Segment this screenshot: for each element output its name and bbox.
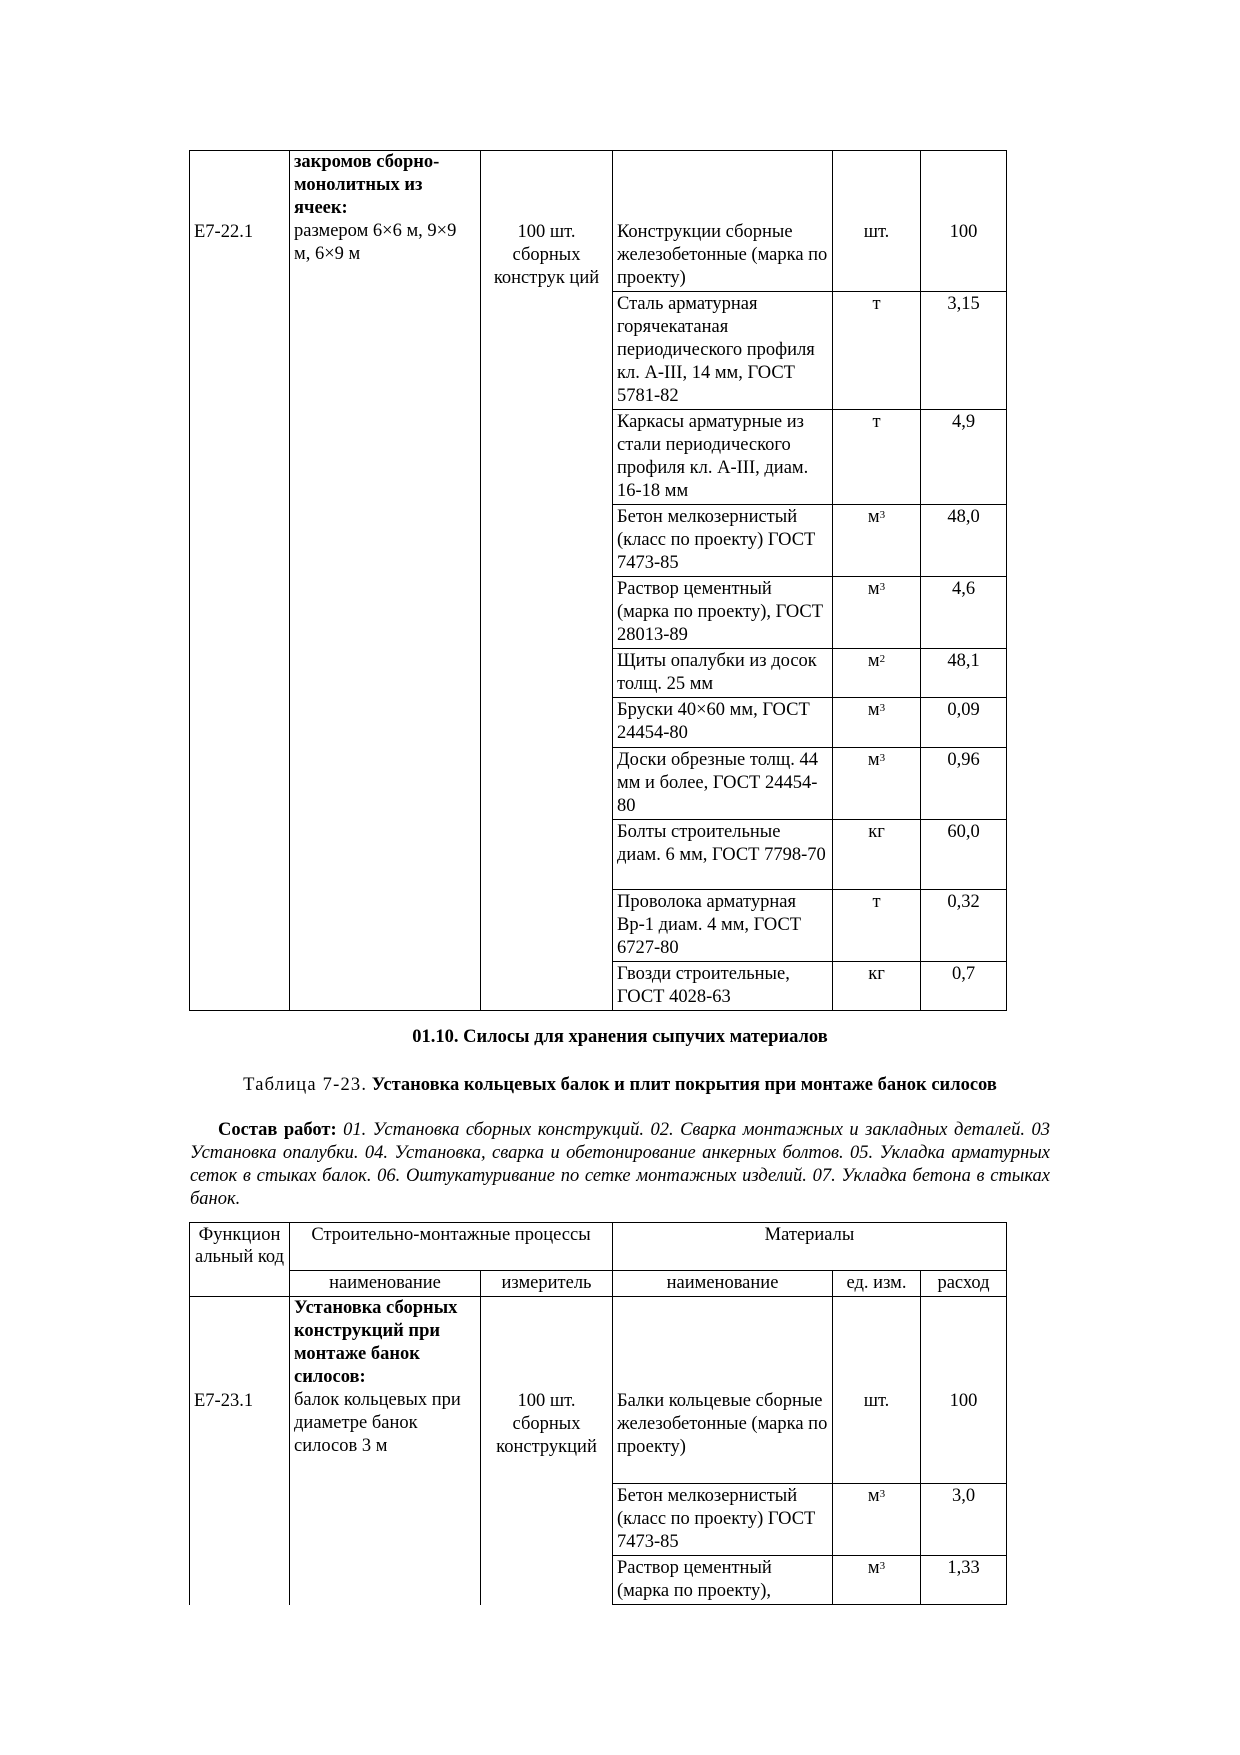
header-process-measure: измеритель — [481, 1271, 613, 1297]
material-name: Балки кольцевые сборные железобетонные (марка по проекту) — [613, 1297, 833, 1484]
process-title: закромов сборно-монолитных из ячеек: — [294, 152, 440, 218]
material-qty: 0,32 — [921, 890, 1007, 962]
header-material-unit: ед. изм. — [833, 1271, 921, 1297]
functional-code: Е7-23.1 — [194, 1391, 254, 1411]
material-unit: т — [833, 292, 921, 410]
material-qty: 0,96 — [921, 748, 1007, 820]
material-name: Щиты опалубки из досок толщ. 25 мм — [613, 649, 833, 698]
measure-value: 100 шт. сборных конструк ций — [493, 222, 600, 288]
functional-code-cell — [190, 1297, 290, 1605]
material-name: Проволока арматурная Вр-1 диам. 4 мм, ГОСТ 6727-80 — [613, 890, 833, 962]
functional-code-cell — [190, 151, 290, 1011]
material-name: Раствор цементный (марка по проекту), — [613, 1556, 833, 1605]
material-unit: кг — [833, 820, 921, 890]
header-process-name: наименование — [290, 1271, 481, 1297]
material-qty: 100 — [921, 151, 1007, 292]
material-qty: 4,9 — [921, 410, 1007, 505]
table-header-row — [190, 1223, 1007, 1271]
material-unit: кг — [833, 962, 921, 1011]
work-composition-text: 01. Установка сборных конструкций. 02. Сварка монтажных и закладных деталей. 03 Установка опалубки. 04. Установка, сварка и обетонирование анкерных болтов. 05. Укладка арматурных сеток в стыках балок. 06. Оштукатуривание по сетке монтажных изделий. 07. Укладка бетона в стыках банок. — [190, 1120, 1050, 1209]
process-cell — [290, 1297, 481, 1605]
material-unit: $м^3$ — [833, 505, 921, 577]
material-name: Сталь арматурная горячекатаная периодического профиля кл. А-III, 14 мм, ГОСТ 5781-82 — [613, 292, 833, 410]
material-name: Бетон мелкозернистый (класс по проекту) ГОСТ 7473-85 — [613, 1484, 833, 1556]
material-unit: $м^3$ — [833, 698, 921, 748]
material-name: Болты строительные диам. 6 мм, ГОСТ 7798-70 — [613, 820, 833, 890]
work-composition-label: Состав работ: — [218, 1120, 337, 1140]
table-caption — [190, 1073, 1050, 1097]
material-unit: $м^3$ — [833, 577, 921, 649]
material-name: Конструкции сборные железобетонные (марка по проекту) — [613, 151, 833, 292]
material-qty: 60,0 — [921, 820, 1007, 890]
material-unit: $м^3$ — [833, 748, 921, 820]
material-name: Каркасы арматурные из стали периодического профиля кл. А-III, диам. 16-18 мм — [613, 410, 833, 505]
material-unit: т — [833, 410, 921, 505]
work-composition — [190, 1119, 1050, 1211]
header-material-name: наименование — [613, 1271, 833, 1297]
materials-table-7-22 — [189, 150, 1007, 1011]
material-qty: 3,0 — [921, 1484, 1007, 1556]
material-qty: 0,7 — [921, 962, 1007, 1011]
material-unit: шт. — [833, 1297, 921, 1484]
material-qty: 48,0 — [921, 505, 1007, 577]
table-subheader-row — [190, 1271, 1007, 1297]
material-unit: $м^3$ — [833, 1556, 921, 1605]
section-title: 01.10. Силосы для хранения сыпучих материалов — [412, 1027, 828, 1047]
table-caption-label: Таблица 7-23. — [243, 1075, 368, 1095]
process-cell — [290, 151, 481, 1011]
material-name: Доски обрезные толщ. 44 мм и более, ГОСТ 24454-80 — [613, 748, 833, 820]
material-name: Раствор цементный (марка по проекту), ГОСТ 28013-89 — [613, 577, 833, 649]
process-description: балок кольцевых при диаметре банок силосов 3 м — [294, 1390, 461, 1456]
material-name: Бруски 40×60 мм, ГОСТ 24454-80 — [613, 698, 833, 748]
process-description: размером 6×6 м, 9×9 м, 6×9 м — [294, 221, 457, 264]
functional-code: Е7-22.1 — [194, 222, 254, 242]
header-processes: Строительно-монтажные процессы — [290, 1223, 613, 1271]
table-caption-title: Установка кольцевых балок и плит покрытия при монтаже банок силосов — [371, 1075, 997, 1095]
measure-value: 100 шт. сборных конструкций — [496, 1391, 597, 1457]
material-unit: шт. — [833, 151, 921, 292]
material-qty: 3,15 — [921, 292, 1007, 410]
material-qty: 48,1 — [921, 649, 1007, 698]
header-material-qty: расход — [921, 1271, 1007, 1297]
material-qty: 1,33 — [921, 1556, 1007, 1605]
header-functional-code: Функцион альный код — [190, 1223, 290, 1297]
table-row — [190, 1297, 1007, 1484]
material-unit: $м^3$ — [833, 1484, 921, 1556]
measure-cell — [481, 151, 613, 1011]
material-qty: 100 — [921, 1297, 1007, 1484]
measure-cell — [481, 1297, 613, 1605]
material-unit: $м^2$ — [833, 649, 921, 698]
material-qty: 0,09 — [921, 698, 1007, 748]
header-materials: Материалы — [613, 1223, 1007, 1271]
material-qty: 4,6 — [921, 577, 1007, 649]
material-name: Гвозди строительные, ГОСТ 4028-63 — [613, 962, 833, 1011]
material-name: Бетон мелкозернистый (класс по проекту) ГОСТ 7473-85 — [613, 505, 833, 577]
process-title: Установка сборных конструкций при монтаже банок силосов: — [294, 1298, 458, 1387]
material-unit: т — [833, 890, 921, 962]
materials-table-7-23 — [189, 1222, 1007, 1605]
